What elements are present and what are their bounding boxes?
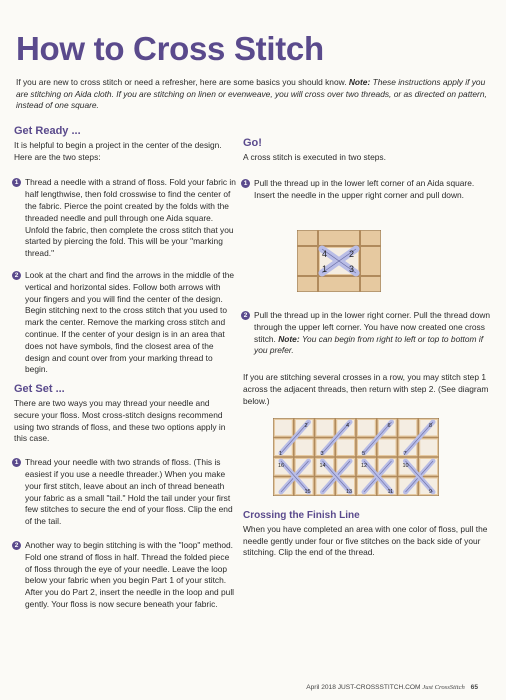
get-set-heading: Get Set ... xyxy=(14,383,65,396)
go-step-2-text: Pull the thread up in the lower right corner. Pull the thread down through the upper left corner. You have now created one cross stitch. xyxy=(254,310,491,344)
get-ready-lead: It is helpful to begin a project in the center of the design. Here are the two steps: xyxy=(14,139,222,162)
step-number-badge: 1 xyxy=(241,179,250,188)
page-title: How to Cross Stitch xyxy=(16,30,324,67)
get-ready-step-2 xyxy=(14,270,236,376)
diagram-label: 5 xyxy=(362,451,366,457)
diagram-label: 8 xyxy=(429,423,433,429)
get-ready-heading: Get Ready ... xyxy=(14,125,81,137)
diagram-label: 2 xyxy=(349,249,355,259)
diagram-label: 13 xyxy=(346,489,353,495)
get-ready-step-1 xyxy=(14,177,236,260)
diagram-label: 14 xyxy=(319,463,326,469)
step-number-badge: 2 xyxy=(241,311,250,320)
diagram-label: 7 xyxy=(403,451,407,457)
diagram-label: 3 xyxy=(349,264,355,274)
step-number-badge: 1 xyxy=(12,178,21,187)
get-set-lead: There are two ways you may thread your needle and secure your floss. Most cross-stitch designs recommend using two strands of floss, and these two options apply in this case. xyxy=(14,397,226,444)
footer-date: April 2018 xyxy=(306,684,336,691)
intro-paragraph xyxy=(16,77,492,112)
intro-note-text: These instructions apply if you are stitching on Aida cloth. If you are stitching on linen or evenweave, you will cross over two threads, or as directed on pattern, instead of one square. xyxy=(16,77,487,110)
intro-text: If you are new to cross stitch or need a refresher, here are some basics you should know. xyxy=(16,77,347,87)
go-step-1 xyxy=(243,178,493,202)
go-section xyxy=(243,138,493,164)
go-heading: Go! xyxy=(243,137,262,149)
get-set-step-1-text: Thread your needle with two strands of floss. (This is easiest if you use a needle threader.) When you make your first stitch, leave about an inch of thread beneath your fabric as a small "tail." Hold the tail under your first few stitches to secure the end of your floss. Clip the end of the tail. xyxy=(25,457,233,527)
footer-page-number: 65 xyxy=(470,684,478,691)
several-crosses-paragraph xyxy=(243,372,493,407)
diagram-label: 10 xyxy=(402,463,409,469)
page-footer xyxy=(306,684,478,691)
get-set-step-2-text: Another way to begin stitching is with the "loop" method. Fold one strand of floss in half. Thread the folded piece of floss through the eye of your needle. Leave the loop below your fabric when you begin Part 1 of your stitch. After you do Part 2, insert the needle in the loop and pull gently. Your floss is now secure beneath your fabric. xyxy=(25,539,235,609)
several-crosses-text: If you are stitching several crosses in a row, you may stitch step 1 across the adjacent threads, then return with step 2. (See diagram below.) xyxy=(243,372,489,406)
row-of-crosses-diagram xyxy=(273,418,439,496)
diagram-label: 9 xyxy=(429,489,433,495)
diagram-label: 2 xyxy=(304,423,308,429)
diagram-label: 4 xyxy=(322,249,328,259)
finish-section xyxy=(243,510,493,559)
go-step-2-note-text: You can begin from right to left or top to bottom if you prefer. xyxy=(254,333,484,356)
go-lead: A cross stitch is executed in two steps. xyxy=(243,151,386,162)
go-step-2 xyxy=(243,310,493,357)
footer-magazine: Just CrossStitch xyxy=(422,684,465,691)
go-step-2-note-label: Note: xyxy=(278,333,300,344)
get-ready-step-1-text: Thread a needle with a strand of floss. Fold your fabric in half lengthwise, then fold crosswise to find the center of the fabric. Pierce the point created by the folds with the threaded needle and pull through one Aida square. Unfold the fabric, then complete the cross stitch that you started by piercing the fold. This will be your "marking thread." xyxy=(25,177,236,259)
single-cross-stitch-diagram xyxy=(297,230,381,292)
step-number-badge: 2 xyxy=(12,541,21,550)
diagram-label: 12 xyxy=(361,463,368,469)
get-ready-step-2-text: Look at the chart and find the arrows in the middle of the vertical and horizontal sides. Follow both arrows with your fingers and you will find the center of the design. Begin stitching next to the cross stitch that you used to mark the center. Remove the marking cross stitch and continue. If the center of your design is in an area that does not have symbols, find the closest area of the design and count over from your marking thread to begin. xyxy=(25,269,235,375)
diagram-label: 1 xyxy=(322,264,328,274)
step-number-badge: 2 xyxy=(12,271,21,280)
get-set-step-1 xyxy=(14,457,236,528)
left-column xyxy=(14,126,236,611)
get-set-step-2 xyxy=(14,540,236,611)
diagram-label: 16 xyxy=(278,463,285,469)
footer-site: JUST-CROSSSTITCH.COM xyxy=(337,684,421,691)
intro-note-label: Note: xyxy=(348,77,371,87)
diagram-label: 3 xyxy=(320,451,324,457)
diagram-label: 15 xyxy=(304,489,311,495)
row-stitch-grid xyxy=(273,418,439,496)
diagram-label: 6 xyxy=(387,423,391,429)
go-step-1-text: Pull the thread up in the lower left corner of an Aida square. Insert the needle in the upper right corner and pull down. xyxy=(254,178,475,200)
finish-heading: Crossing the Finish Line xyxy=(243,510,360,521)
diagram-label: 1 xyxy=(279,451,283,457)
diagram-label: 11 xyxy=(387,489,394,495)
diagram-label: 4 xyxy=(346,423,350,429)
finish-text: When you have completed an area with one color of floss, pull the needle gently under four or five stitches on the back side of your stitching. Clip the end of the thread. xyxy=(243,523,488,558)
step-number-badge: 1 xyxy=(12,458,21,467)
